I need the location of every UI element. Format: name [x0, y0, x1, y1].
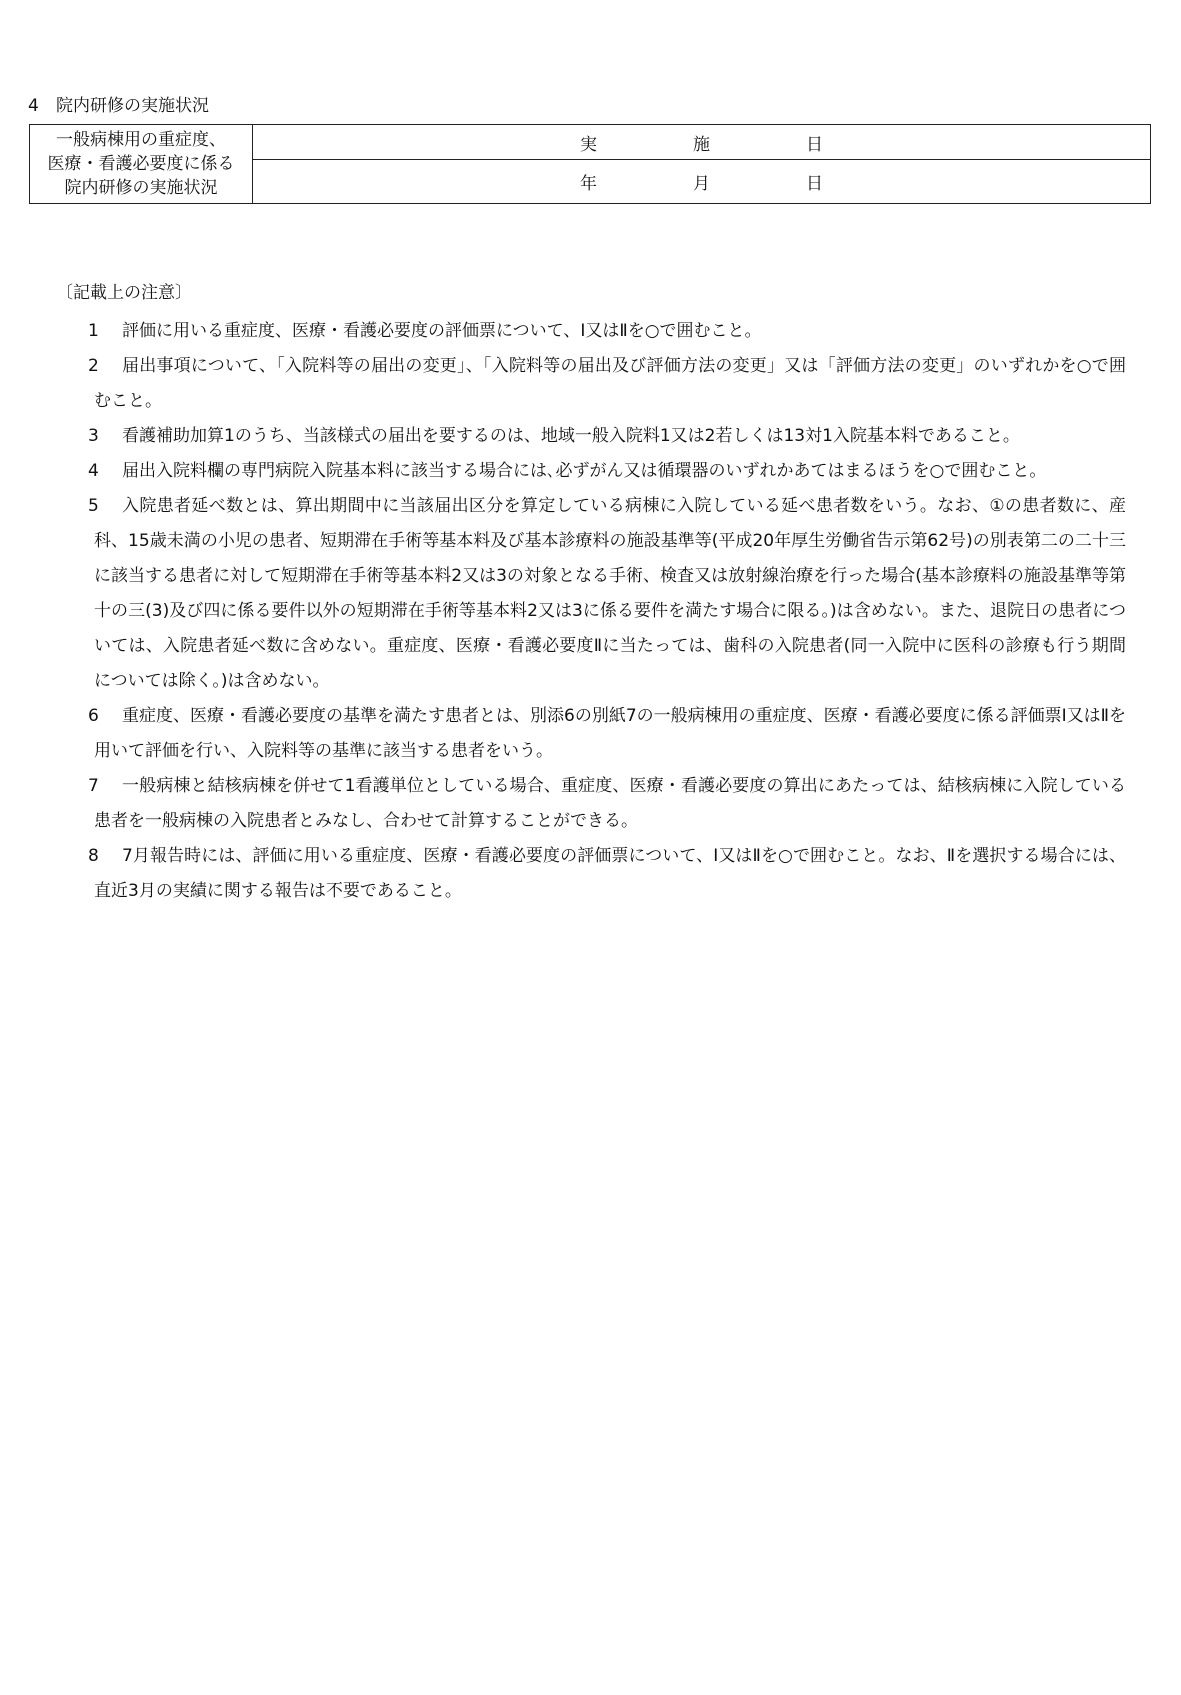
note-number: 6 — [88, 706, 99, 726]
header-char: 施 — [693, 134, 710, 155]
note-text: 届出事項について、「入院料等の届出の変更」、「入院料等の届出及び評価方法の変更」又は「評価方法の変更」のいずれかを○で囲むこと。 — [94, 356, 1126, 411]
row-label-line: 医療・看護必要度に係る — [47, 154, 235, 174]
note-item — [56, 699, 1126, 769]
section-title: 院内研修の実施状況 — [56, 96, 209, 116]
note-text: 届出入院料欄の専門病院入院基本料に該当する場合には､必ずがん又は循環器のいずれかあてはまるほうを○で囲むこと。 — [122, 461, 1047, 481]
note-item — [56, 314, 1126, 349]
note-number: 8 — [88, 846, 99, 866]
year-label: 年 — [580, 174, 597, 194]
training-table — [29, 124, 1151, 204]
note-text: 一般病棟と結核病棟を併せて1看護単位としている場合、重症度、医療・看護必要度の算出にあたっては、結核病棟に入院している患者を一般病棟の入院患者とみなし、合わせて計算することができる。 — [94, 776, 1126, 831]
note-text: 看護補助加算1のうち、当該様式の届出を要するのは、地域一般入院料1又は2若しくは13対1入院基本料であること。 — [122, 426, 1020, 446]
note-text: 入院患者延べ数とは、算出期間中に当該届出区分を算定している病棟に入院している延べ患者数をいう。なお、①の患者数に、産科、15歳未満の小児の患者、短期滞在手術等基本料及び基本診療料の施設基準等(平成20年厚生労働省告示第62号)の別表第二の二十三に該当する患者に対して短期滞在手術等基本料2又は3の対象となる手術、検査又は放射線治療を行った場合(基本診療料の施設基準等第十の三(3)及び四に係る要件以外の短期滞在手術等基本料2又は3に係る要件を満たす場合に限る。)は含めない。また、退院日の患者については、入院患者延べ数に含めない。重症度、医療・看護必要度Ⅱに当たっては、歯科の入院患者(同一入院中に医科の診療も行う期間については除く。)は含めない。 — [94, 496, 1126, 691]
section-heading — [28, 96, 209, 116]
note-number: 4 — [88, 461, 99, 481]
row-label-cell — [30, 125, 253, 204]
note-number: 5 — [88, 496, 99, 516]
note-item — [56, 419, 1126, 454]
notes-section — [56, 280, 1126, 909]
note-item — [56, 454, 1126, 489]
row-label-line: 一般病棟用の重症度、 — [56, 130, 226, 150]
note-text: 7月報告時には、評価に用いる重症度、医療・看護必要度の評価票について、Ⅰ又はⅡを○で囲むこと。なお、Ⅱを選択する場合には、直近3月の実績に関する報告は不要であること。 — [94, 846, 1126, 901]
note-item — [56, 839, 1126, 909]
note-item — [56, 489, 1126, 699]
note-number: 7 — [88, 776, 99, 796]
note-number: 3 — [88, 426, 99, 446]
date-entry-cell[interactable] — [253, 160, 1151, 204]
note-text: 重症度、医療・看護必要度の基準を満たす患者とは、別添6の別紙7の一般病棟用の重症度、医療・看護必要度に係る評価票Ⅰ又はⅡを用いて評価を行い、入院料等の基準に該当する患者をいう。 — [94, 706, 1127, 761]
header-char: 日 — [806, 134, 823, 155]
implementation-date-header — [253, 125, 1151, 160]
month-label: 月 — [693, 174, 710, 194]
table-row — [30, 125, 1151, 160]
note-item — [56, 349, 1126, 419]
row-label-line: 院内研修の実施状況 — [64, 178, 218, 198]
note-number: 2 — [88, 356, 99, 376]
note-item — [56, 769, 1126, 839]
note-number: 1 — [88, 321, 99, 341]
header-char: 実 — [580, 134, 597, 155]
section-number: 4 — [28, 96, 39, 116]
notes-title: 〔記載上の注意〕 — [56, 283, 192, 303]
day-label: 日 — [806, 174, 823, 194]
note-text: 評価に用いる重症度、医療・看護必要度の評価票について、Ⅰ又はⅡを○で囲むこと。 — [122, 321, 762, 341]
